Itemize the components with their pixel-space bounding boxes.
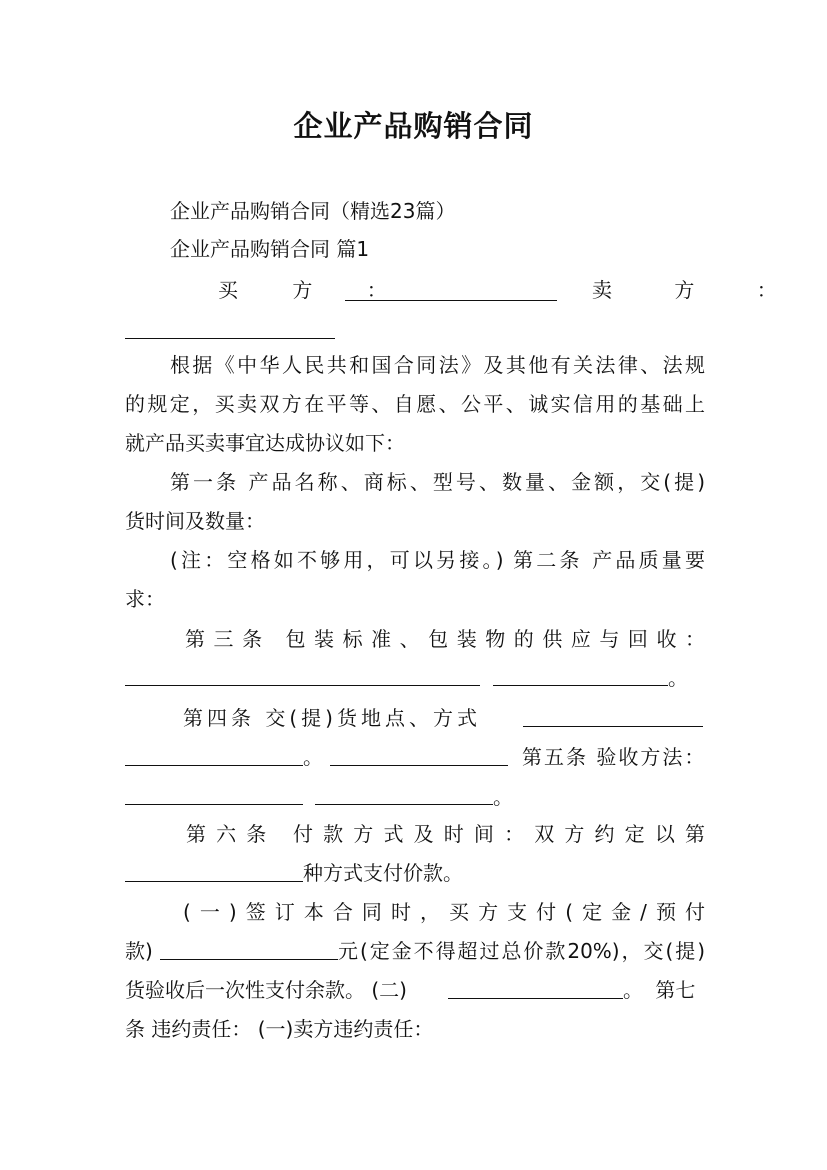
article-2-line-1: (注：空格如不够用，可以另接。) 第二条 产品质量要 (170, 548, 705, 572)
clause-1-prefix: 款) (125, 939, 153, 963)
article-1-line-2: 货时间及数量： (125, 509, 265, 533)
clause-2-blank[interactable] (448, 978, 623, 999)
seller-blank[interactable] (125, 318, 335, 339)
article-1-line-1: 第一条 产品名称、商标、型号、数量、金额，交(提) (170, 470, 705, 494)
delivery-method-blank[interactable] (125, 745, 303, 766)
deposit-amount-blank[interactable] (160, 939, 338, 960)
article-7-line: 条 违约责任： (一)卖方违约责任： (125, 1017, 434, 1041)
delivery-place-blank[interactable] (523, 706, 703, 727)
article-4-text: 第四条 交(提)货地点、方式 (183, 706, 481, 730)
clause-1-line-3: 货验收后一次性支付余款。 (二) (125, 978, 407, 1002)
para-intro-line-3: 就产品买卖事宜达成协议如下： (125, 431, 405, 455)
seller-label: 卖 方 ： (592, 278, 805, 302)
article-4-extra-blank[interactable] (330, 745, 508, 766)
para-intro-line-1: 根据《中华人民共和国合同法》及其他有关法律、法规 (170, 353, 705, 377)
acceptance-blank-2[interactable] (315, 784, 493, 805)
article-2-line-2: 求： (125, 587, 165, 611)
packaging-blank-2[interactable] (493, 665, 668, 686)
buyer-blank[interactable] (345, 280, 557, 301)
doc-heading-line: 企业产品购销合同（精选23篇） (170, 199, 456, 223)
para-intro-line-2: 的规定，买卖双方在平等、自愿、公平、诚实信用的基础上 (125, 392, 705, 416)
article-7-prefix: 。 第七 (623, 978, 696, 1002)
doc-subheading-line: 企业产品购销合同 篇1 (170, 237, 370, 261)
article-6-text: 第六条 付款方式及时间：双方约定以第 (186, 822, 705, 846)
buyer-label: 买 方 ： (218, 278, 411, 302)
clause-1-line-2: 元(定金不得超过总价款20%)，交(提) (338, 939, 705, 963)
payment-option-blank[interactable] (125, 861, 303, 882)
article-6-line-2: 种方式支付价款。 (303, 861, 463, 885)
article-5-text: 第五条 验收方法： (522, 745, 707, 769)
acceptance-blank-1[interactable] (125, 784, 303, 805)
document-title: 企业产品购销合同 (293, 109, 534, 143)
clause-1-line-1: (一)签订本合同时，买方支付(定金/预付 (183, 900, 705, 924)
article-5-period: 。 (493, 785, 513, 809)
article-4-period: 。 (303, 745, 323, 769)
article-3-text: 第三条 包装标准、包装物的供应与回收： (185, 627, 705, 651)
packaging-blank-1[interactable] (125, 665, 480, 686)
article-3-period: 。 (668, 666, 688, 690)
